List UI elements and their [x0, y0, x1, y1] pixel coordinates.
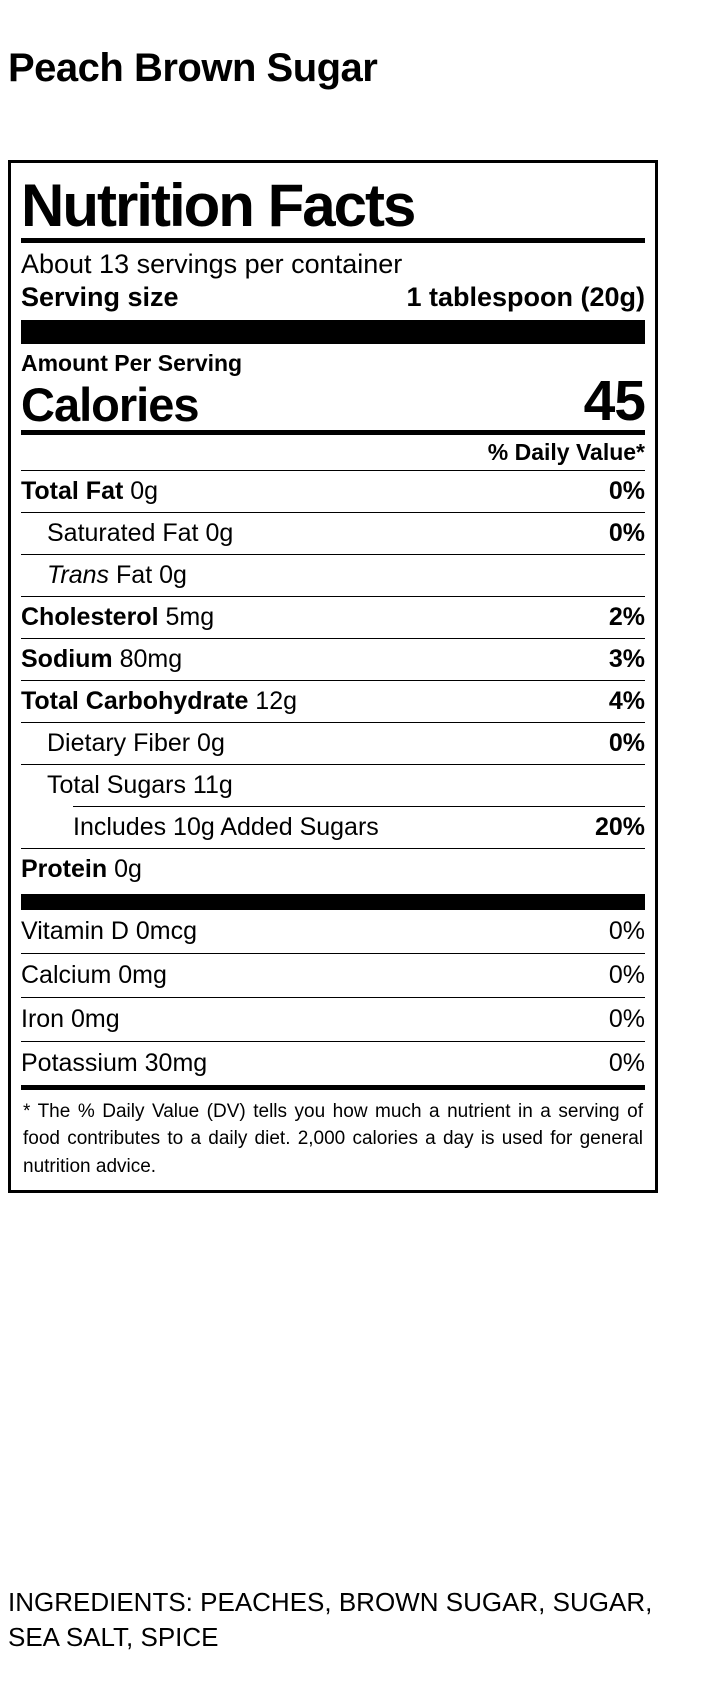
table-row: [21, 723, 645, 764]
nutrient-dv: 0%: [608, 518, 645, 547]
page-title: Peach Brown Sugar: [8, 46, 378, 90]
nutrient-name: Protein: [21, 854, 108, 883]
vitamin-dv: 0%: [608, 1048, 645, 1077]
divider-thick-top: [21, 320, 645, 344]
nutrient-name: Sodium: [21, 644, 113, 673]
daily-value-header: % Daily Value*: [487, 438, 645, 465]
table-row: [21, 555, 645, 596]
nutrient-amount: 0g: [205, 518, 234, 547]
table-row: [21, 910, 645, 953]
vitamin-dv: 0%: [608, 1004, 645, 1033]
table-row: [21, 1042, 645, 1085]
nutrient-amount: 80mg: [119, 644, 183, 673]
nutrition-facts-heading: Nutrition Facts: [21, 172, 415, 239]
nutrient-dv: 2%: [608, 602, 645, 631]
nutrient-name: Saturated Fat: [47, 518, 199, 547]
table-row: [21, 954, 645, 997]
table-row: [21, 681, 645, 722]
nutrient-dv: 0%: [608, 476, 645, 505]
serving-size-row: [21, 282, 645, 316]
vitamin-name: Calcium 0mg: [21, 960, 167, 989]
serving-size-value: 1 tablespoon (20g): [406, 281, 645, 312]
nutrient-dv: 20%: [594, 812, 645, 841]
calories-row: [21, 368, 645, 433]
table-row: [21, 471, 645, 512]
nutrient-amount: 5mg: [165, 602, 215, 631]
nutrient-name: Trans: [47, 560, 110, 589]
table-row: [21, 597, 645, 638]
table-row: [21, 807, 645, 848]
ingredients-text: INGREDIENTS: PEACHES, BROWN SUGAR, SUGAR, SEA SALT, SPICE: [8, 1587, 653, 1653]
nutrient-name: Dietary Fiber: [47, 728, 191, 757]
nutrition-facts-panel: [8, 160, 658, 1193]
nutrient-name: Total Carbohydrate: [21, 686, 249, 715]
nutrient-amount: 0g: [130, 476, 159, 505]
nutrient-name: Cholesterol: [21, 602, 159, 631]
calories-label: Calories: [21, 378, 199, 432]
vitamin-list: [21, 910, 645, 1085]
vitamin-name: Iron 0mg: [21, 1004, 120, 1033]
nutrient-list: [21, 470, 645, 890]
nutrient-name: Total Fat: [21, 476, 124, 505]
table-row: [21, 998, 645, 1041]
nutrient-amount: 12g: [255, 686, 298, 715]
amount-per-serving-label: Amount Per Serving: [21, 349, 243, 376]
nutrient-dv: 0%: [608, 728, 645, 757]
serving-size-label: Serving size: [21, 281, 179, 312]
divider-thick-bottom: [21, 894, 645, 910]
table-row: [21, 765, 645, 806]
vitamin-dv: 0%: [608, 916, 645, 945]
vitamin-dv: 0%: [608, 960, 645, 989]
vitamin-name: Vitamin D 0mcg: [21, 916, 197, 945]
nutrient-amount: 0g: [197, 728, 225, 757]
nutrient-name: Total Sugars: [47, 770, 186, 799]
table-row: [21, 639, 645, 680]
nutrient-amount: 11g: [192, 770, 233, 799]
nutrient-dv: 4%: [608, 686, 645, 715]
nutrient-amount: 0g: [114, 854, 142, 883]
nutrient-dv: 3%: [608, 644, 645, 673]
table-row: [21, 849, 645, 890]
vitamin-name: Potassium 30mg: [21, 1048, 208, 1077]
nutrient-name: Includes 10g Added Sugars: [73, 812, 379, 841]
servings-per-container: About 13 servings per container: [21, 248, 403, 279]
daily-value-footnote: * The % Daily Value (DV) tells you how much a nutrient in a serving of food contributes to a daily diet. 2,000 calories a day is used for general nutrition advice.: [23, 1100, 643, 1177]
table-row: [21, 513, 645, 554]
nutrient-amount: Fat 0g: [116, 560, 187, 589]
calories-value: 45: [583, 368, 645, 433]
